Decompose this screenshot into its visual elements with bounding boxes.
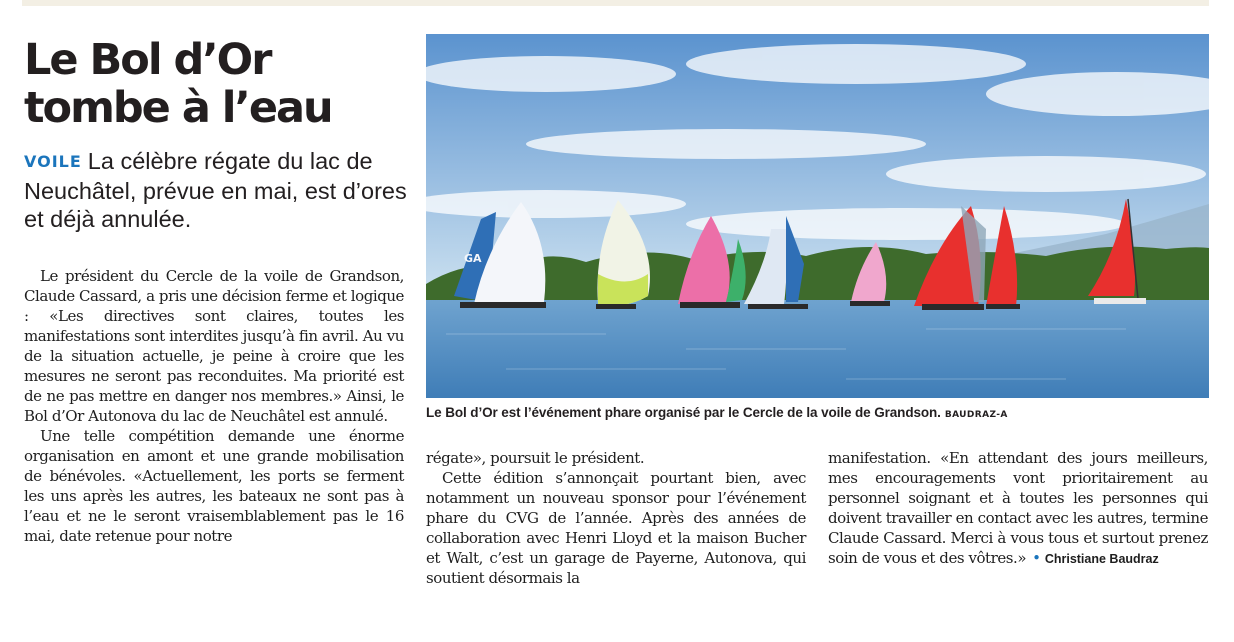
deck-text: La célèbre régate du lac de Neuchâtel, prévue en mai, est d’ores et déjà annulée. <box>24 148 407 232</box>
paragraph: régate», poursuit le président. <box>426 449 645 467</box>
paragraph: Une telle compétition demande une énorme organisation en amont et une grande mobilisation de bénévoles. «Actuellement, les ports se ferment les uns après les autres, les bateaux ne sont pas à l’eau et ne le seront vraisemblablement pas le 16 mai, date retenue pour notre <box>24 427 404 545</box>
article-headline: Le Bol d’Or tombe à l’eau <box>24 35 332 133</box>
byline-marker: • <box>1032 549 1041 567</box>
author-byline: Christiane Baudraz <box>1044 552 1159 566</box>
photo-caption <box>426 405 1209 420</box>
paragraph: Cette édition s’annonçait pourtant bien, avec notamment un nouveau sponsor pour l’événement phare du CVG de l’année. Après des années de collaboration avec Henri Lloyd et la maison Bucher et Walt, c’est un garage de Payerne, Autonova, qui soutient désormais la <box>426 469 806 587</box>
photo-credit: BAUDRAZ-A <box>944 410 1008 420</box>
paragraph <box>828 448 1208 569</box>
paragraph: Le président du Cercle de la voile de Grandson, Claude Cassard, a pris une décision ferme et logique : «Les directives sont claires, toutes les manifestations sont interdites jusqu’à fin avril. Au vu de la situation actuelle, je peine à croire que les mesures ne seront pas reconduites. Ma priorité est de ne pas mettre en danger nos membres.» Ainsi, le Bol d’Or Autonova du lac de Neuchâtel est annulé. <box>24 267 404 425</box>
regatta-photo <box>426 34 1209 398</box>
top-rule <box>22 0 1209 6</box>
rubric-label: VOILE <box>24 152 82 171</box>
article-column-1 <box>24 266 404 546</box>
article-deck <box>24 147 414 234</box>
paragraph-text: manifestation. «En attendant des jours meilleurs, mes encouragements vont prioritairement au personnel soignant et à toutes les personnes qui doivent travailler en contact avec les autres, termine Claude Cassard. Merci à vous tous et surtout prenez soin de vous et des vôtres.» <box>828 449 1208 567</box>
article-column-2 <box>426 448 806 588</box>
sail-number: GA <box>464 252 482 265</box>
caption-text: Le Bol d’Or est l’événement phare organisé par le Cercle de la voile de Grandson. <box>426 405 941 420</box>
article-column-3 <box>828 448 1208 569</box>
